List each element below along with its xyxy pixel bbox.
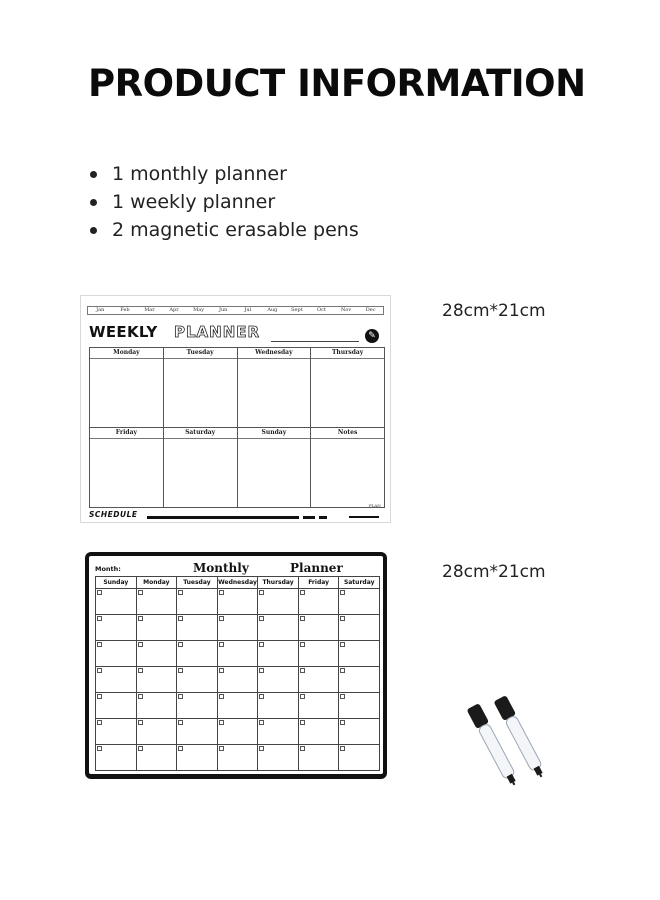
checkbox-square-icon [259,746,264,751]
date-cell [218,641,259,667]
checkbox-square-icon [340,694,345,699]
bullet-dot-icon [90,199,97,206]
bullet-dot-icon [90,227,97,234]
date-cell [299,589,340,615]
checkbox-square-icon [259,590,264,595]
date-cell [258,693,299,719]
checkbox-square-icon [97,616,102,621]
month-label: May [193,307,205,313]
monthly-title: Monthly [193,561,249,575]
title-underline [271,341,359,342]
date-cell [177,641,218,667]
day-label: Notes [311,428,384,439]
day-cell [90,428,164,508]
checkbox-square-icon [219,746,224,751]
date-cell [137,667,178,693]
notes-cell [311,428,385,508]
day-label: Thursday [311,348,384,359]
checkbox-square-icon [178,590,183,595]
day-cell [164,348,238,428]
date-cell [258,615,299,641]
checkbox-square-icon [219,616,224,621]
month-label: Feb [120,307,130,313]
date-cell [218,745,259,771]
date-cell [177,615,218,641]
checkbox-square-icon [300,746,305,751]
checkbox-square-icon [259,720,264,725]
date-cell [137,589,178,615]
date-cell [177,719,218,745]
month-label: Apr [169,307,179,313]
date-cell [177,667,218,693]
footer-bar [303,516,315,519]
checkbox-square-icon [340,590,345,595]
checkbox-square-icon [340,746,345,751]
weekday-header: Tuesday [177,577,218,589]
marker-pen-icon [462,690,562,800]
day-label: Saturday [164,428,237,439]
checkbox-square-icon [97,694,102,699]
day-cell [238,428,312,508]
date-cell [299,615,340,641]
checkbox-square-icon [259,668,264,673]
weekday-header: Friday [299,577,340,589]
checkbox-square-icon [300,616,305,621]
date-cell [96,615,137,641]
date-cell [137,745,178,771]
checkbox-square-icon [300,642,305,647]
weekday-header: Sunday [96,577,137,589]
month-label: Jun [218,307,228,313]
checkbox-square-icon [340,668,345,673]
weekly-title-outline: PLANNER [174,323,261,341]
day-label: Monday [90,348,163,359]
checkbox-square-icon [97,746,102,751]
weekday-header: Monday [137,577,178,589]
checkbox-square-icon [178,668,183,673]
date-cell [137,693,178,719]
checkbox-square-icon [178,616,183,621]
date-cell [218,589,259,615]
list-item [88,188,359,216]
day-label: Sunday [238,428,311,439]
month-label: Jan [96,307,105,313]
checkbox-square-icon [97,668,102,673]
checkbox-square-icon [138,616,143,621]
date-cell [339,719,380,745]
day-cell [164,428,238,508]
date-cell [258,589,299,615]
date-cell [137,719,178,745]
date-cell [218,719,259,745]
checkbox-square-icon [300,590,305,595]
checkbox-square-icon [97,720,102,725]
date-cell [137,615,178,641]
weekday-header: Thursday [258,577,299,589]
day-label: Wednesday [238,348,311,359]
footer-bar [319,516,327,519]
checkbox-square-icon [259,694,264,699]
checkbox-square-icon [178,720,183,725]
date-cell [177,745,218,771]
checkbox-square-icon [138,642,143,647]
day-cell [311,348,385,428]
month-label: Jul [244,307,252,313]
day-label: Tuesday [164,348,237,359]
checkbox-square-icon [219,694,224,699]
list-item [88,216,359,244]
date-cell [258,719,299,745]
date-cell [339,589,380,615]
date-cell [218,693,259,719]
checkbox-square-icon [340,642,345,647]
checkbox-square-icon [340,616,345,621]
monthly-planner-image [85,552,387,779]
date-cell [299,719,340,745]
date-cell [96,667,137,693]
plan-label: PLAN [369,503,381,508]
date-cell [299,667,340,693]
date-cell [96,693,137,719]
list-item-label: 1 monthly planner [112,163,287,185]
date-cell [258,745,299,771]
date-cell [339,615,380,641]
date-cell [218,667,259,693]
month-label: Aug [267,307,278,313]
date-cell [96,641,137,667]
checkbox-square-icon [259,616,264,621]
checkbox-square-icon [178,642,183,647]
day-label: Friday [90,428,163,439]
date-cell [299,693,340,719]
month-label: Dec [365,307,376,313]
list-item-label: 1 weekly planner [112,191,276,213]
month-label: Nov [340,307,352,313]
checkbox-square-icon [97,590,102,595]
day-cell [238,348,312,428]
month-field-label: Month: [95,565,121,573]
date-cell [299,745,340,771]
date-cell [339,745,380,771]
date-cell [177,693,218,719]
month-label: Mar [144,307,155,313]
schedule-footer: SCHEDULE [89,510,138,519]
checkbox-square-icon [138,720,143,725]
weekly-planner-image [80,295,391,523]
date-cell [96,745,137,771]
package-contents-list [88,160,359,244]
weekly-title-bold: WEEKLY [89,323,158,341]
date-cell [339,667,380,693]
checkbox-square-icon [300,720,305,725]
weekday-header: Wednesday [218,577,259,589]
date-cell [218,615,259,641]
checkbox-square-icon [178,746,183,751]
checkbox-square-icon [138,668,143,673]
weekly-grid [89,347,385,508]
checkbox-square-icon [138,694,143,699]
footer-bar [349,516,379,518]
monthly-grid [95,576,380,771]
planner-title: Planner [290,561,343,575]
date-cell [137,641,178,667]
monthly-dimensions: 28cm*21cm [442,562,546,582]
month-label: Oct [317,307,326,313]
page-title: PRODUCT INFORMATION [88,62,586,105]
weekly-dimensions: 28cm*21cm [442,301,546,321]
planner-logo-icon: ✎ [365,329,379,343]
monthly-board [89,556,383,774]
checkbox-square-icon [97,642,102,647]
checkbox-square-icon [259,642,264,647]
checkbox-square-icon [300,668,305,673]
month-strip [87,306,384,315]
checkbox-square-icon [138,746,143,751]
checkbox-square-icon [219,590,224,595]
date-cell [258,641,299,667]
list-item-label: 2 magnetic erasable pens [112,219,359,241]
date-cell [96,719,137,745]
checkbox-square-icon [219,720,224,725]
checkbox-square-icon [219,642,224,647]
list-item [88,160,359,188]
date-cell [339,693,380,719]
bullet-dot-icon [90,171,97,178]
date-cell [258,667,299,693]
weekday-header: Saturday [339,577,380,589]
checkbox-square-icon [178,694,183,699]
date-cell [299,641,340,667]
date-cell [96,589,137,615]
date-cell [339,641,380,667]
checkbox-square-icon [300,694,305,699]
month-label: Sept [291,307,303,313]
checkbox-square-icon [138,590,143,595]
footer-bar [147,516,299,519]
checkbox-square-icon [340,720,345,725]
date-cell [177,589,218,615]
day-cell [90,348,164,428]
checkbox-square-icon [219,668,224,673]
